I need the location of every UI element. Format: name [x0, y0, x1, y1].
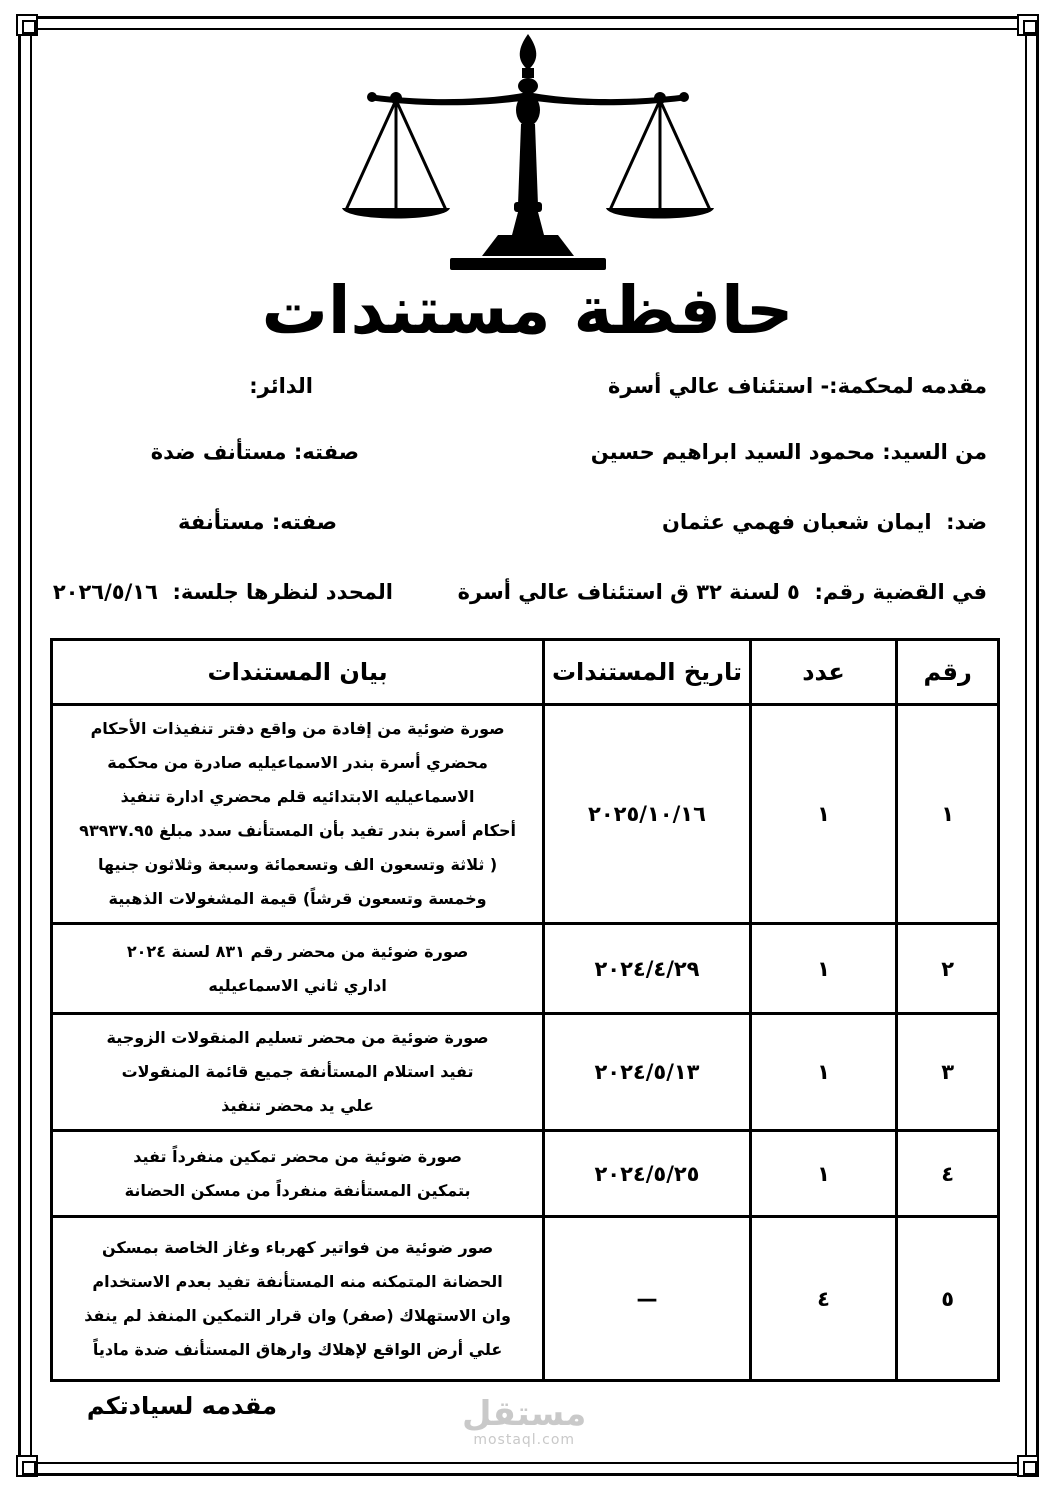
- case-label: في القضية رقم:: [814, 580, 987, 604]
- session-line: [53, 580, 393, 604]
- table-row: [52, 1131, 999, 1217]
- description-line: بتمكين المستأنفة منفرداً من مسكن الحضانة: [124, 1180, 471, 1200]
- case-line: [458, 580, 987, 604]
- session-value: ٢٠٢٦/٥/١٦: [52, 580, 158, 604]
- from-line: [591, 440, 987, 464]
- documents-table: [50, 638, 1000, 1382]
- description-line: الحضانة المتمكنه منه المستأنفة تفيد بعدم الاستخدام: [92, 1271, 503, 1291]
- description-line: ( ثلاثة وتسعون الف وتسعمائة وسبعة وثلاثون جنيها: [97, 855, 498, 874]
- description-line: علي أرض الواقع لإهلاك وارهاق المستأنف ضدة مادياً: [92, 1339, 503, 1359]
- row-number: ٢: [897, 924, 999, 1014]
- circuit-label: الدائر:: [249, 374, 313, 398]
- court-label: مقدمه لمحكمة:-: [820, 374, 987, 398]
- description-line: تفيد استلام المستأنفة جميع قائمة المنقولات: [121, 1062, 474, 1081]
- row-description: [52, 1217, 544, 1381]
- against-value: ايمان شعبان فهمي عثمان: [662, 510, 932, 534]
- watermark-arabic: مستقل: [462, 1394, 587, 1434]
- row-date: ٢٠٢٤/٥/٢٥: [544, 1131, 751, 1217]
- from-label: من السيد:: [882, 440, 987, 464]
- corner-ornament-top-right: [1017, 14, 1039, 36]
- row-count: ٤: [750, 1217, 896, 1381]
- row-date: ٢٠٢٤/٤/٢٩: [544, 924, 751, 1014]
- row-count: ١: [750, 1131, 896, 1217]
- court-value: استئناف عالي أسرة: [608, 374, 814, 398]
- table-row: [52, 705, 999, 924]
- description-line: أحكام أسرة بندر تفيد بأن المستأنف سدد مبلغ ٩٣٩٣٧.٩٥: [79, 821, 516, 840]
- description-line: اداري ثاني الاسماعيليه: [208, 975, 387, 995]
- description-line: الاسماعيليه الابتدائيه قلم محضري ادارة تنفيذ: [120, 787, 475, 806]
- table-row: [52, 924, 999, 1014]
- row-number: ٣: [897, 1014, 999, 1131]
- from-capacity: [151, 440, 359, 464]
- session-label: المحدد لنظرها جلسة:: [172, 580, 393, 604]
- header-date: تاريخ المستندات: [544, 640, 751, 705]
- description-line: علي يد محضر تنفيذ: [221, 1096, 374, 1115]
- table-row: [52, 1014, 999, 1131]
- description-line: صور ضوئية من فواتير كهرباء وغاز الخاصة بمسكن: [101, 1237, 494, 1257]
- from-capacity-label: صفته:: [293, 440, 359, 464]
- watermark: [462, 1396, 586, 1448]
- row-date: ٢٠٢٤/٥/١٣: [544, 1014, 751, 1131]
- page-title: حافظة مستندات: [261, 272, 794, 349]
- row-count: ١: [750, 1014, 896, 1131]
- against-capacity-value: مستأنفة: [177, 510, 265, 534]
- header-description: بيان المستندات: [52, 640, 544, 705]
- row-description: [52, 1131, 544, 1217]
- closing-text: مقدمه لسيادتكم: [86, 1392, 277, 1420]
- description-line: صورة ضوئية من محضر تمكين منفرداً تفيد: [133, 1146, 462, 1166]
- description-line: صورة ضوئية من محضر رقم ٨٣١ لسنة ٢٠٢٤: [126, 941, 469, 961]
- scales-of-justice-icon: [338, 30, 718, 275]
- table-header-row: [52, 640, 999, 705]
- court-line: [608, 374, 987, 398]
- header-number: رقم: [897, 640, 999, 705]
- against-label: ضد:: [946, 510, 987, 534]
- row-date: ٢٠٢٥/١٠/١٦: [544, 705, 751, 924]
- row-count: ١: [750, 924, 896, 1014]
- table-row: [52, 1217, 999, 1381]
- description-line: محضري أسرة بندر الاسماعيليه صادرة من محكمة: [107, 753, 488, 772]
- against-line: [662, 510, 987, 534]
- row-number: ٤: [897, 1131, 999, 1217]
- corner-ornament-top-left: [16, 14, 38, 36]
- description-line: صورة ضوئية من محضر تسليم المنقولات الزوجية: [106, 1028, 489, 1047]
- row-number: ٥: [897, 1217, 999, 1381]
- description-line: وان الاستهلاك (صفر) وان قرار التمكين المنفذ لم ينفذ: [84, 1305, 511, 1325]
- row-description: [52, 924, 544, 1014]
- corner-ornament-bottom-left: [16, 1455, 38, 1477]
- row-description: [52, 1014, 544, 1131]
- from-value: محمود السيد ابراهيم حسين: [590, 440, 875, 464]
- row-date: —: [544, 1217, 751, 1381]
- description-line: صورة ضوئية من إفادة من واقع دفتر تنفيذات الأحكام: [90, 719, 505, 738]
- row-number: ١: [897, 705, 999, 924]
- against-capacity-label: صفته:: [271, 510, 337, 534]
- row-count: ١: [750, 705, 896, 924]
- watermark-latin: mostaql.com: [473, 1432, 576, 1448]
- header-count: عدد: [750, 640, 896, 705]
- corner-ornament-bottom-right: [1017, 1455, 1039, 1477]
- description-line: وخمسة وتسعون قرشاً) قيمة المشغولات الذهبية: [108, 889, 487, 908]
- against-capacity: [178, 510, 337, 534]
- row-description: [52, 705, 544, 924]
- from-capacity-value: مستأنف ضدة: [150, 440, 287, 464]
- case-value: ٥ لسنة ٣٢ ق استئناف عالي أسرة: [457, 580, 800, 604]
